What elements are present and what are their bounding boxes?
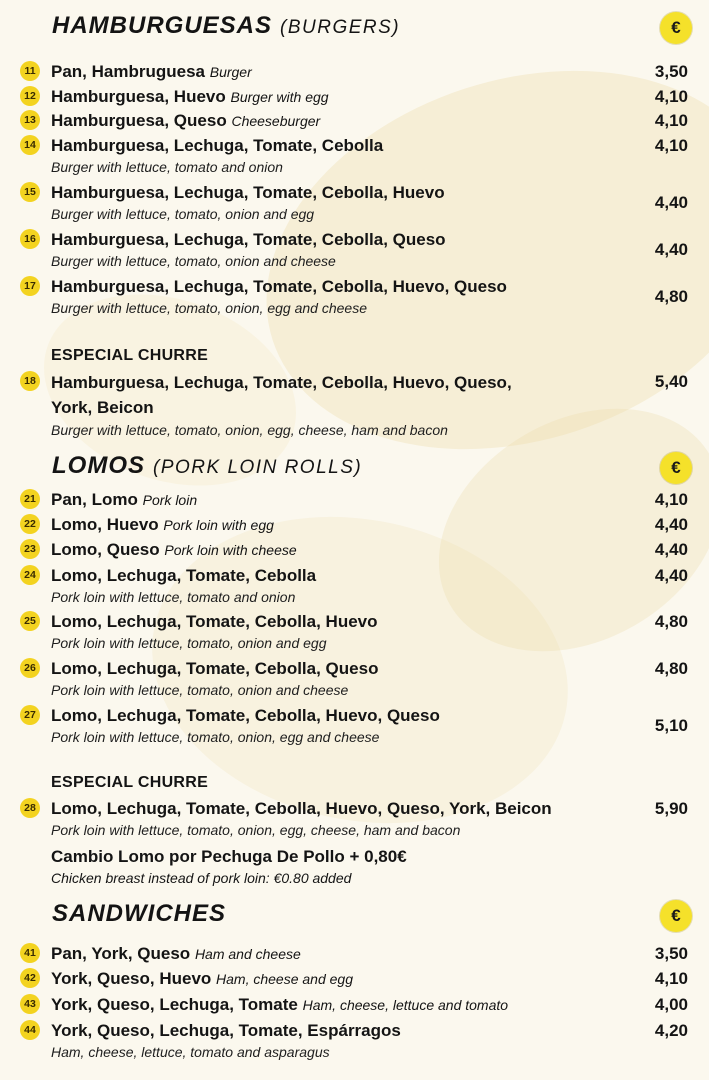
menu-item-43 — [20, 993, 688, 1017]
item-description: Burger with lettuce, tomato, onion, egg, cheese, ham and bacon — [51, 422, 448, 438]
item-description: Burger with lettuce, tomato, onion and egg — [51, 206, 315, 222]
item-price: 4,80 — [654, 287, 688, 306]
item-description: Pork loin with lettuce, tomato, onion, egg and cheese — [51, 729, 380, 745]
note-title: Cambio Lomo por Pechuga De Pollo + 0,80€ — [51, 847, 407, 866]
item-price: 4,40 — [654, 540, 688, 559]
item-english: Pork loin with cheese — [164, 542, 297, 558]
item-description: Burger with lettuce, tomato, onion, egg and cheese — [51, 300, 367, 316]
item-description: Pork loin with lettuce, tomato, onion, egg, cheese, ham and bacon — [51, 822, 461, 838]
item-name: Hamburguesa, Lechuga, Tomate, Cebolla — [51, 136, 384, 155]
menu-item-18 — [20, 370, 688, 440]
item-english: Burger — [209, 64, 252, 80]
euro-icon: € — [660, 12, 692, 44]
item-number-badge: 15 — [20, 182, 40, 202]
item-number-badge: 11 — [20, 61, 40, 81]
item-price: 4,10 — [654, 87, 688, 106]
item-price: 4,40 — [654, 515, 688, 534]
item-price: 4,10 — [654, 969, 688, 988]
item-price: 3,50 — [654, 62, 688, 81]
item-name: Pan, Lomo — [51, 490, 138, 509]
menu-item-28 — [20, 797, 688, 840]
item-name: Hamburguesa, Lechuga, Tomate, Cebolla, Huevo, Queso — [51, 277, 507, 296]
item-english: Ham and cheese — [194, 946, 301, 962]
item-name: York, Queso, Lechuga, Tomate — [51, 995, 298, 1014]
menu-item-21 — [20, 488, 688, 512]
menu-item-17 — [20, 275, 688, 318]
item-number-badge: 27 — [20, 705, 40, 725]
item-number-badge: 21 — [20, 489, 40, 509]
item-number-badge: 24 — [20, 565, 40, 585]
menu-item-42 — [20, 967, 688, 991]
item-english: Pork loin — [142, 492, 198, 508]
item-price: 4,10 — [654, 136, 688, 155]
item-name: Lomo, Queso — [51, 540, 160, 559]
item-english: Ham, cheese and egg — [216, 971, 353, 987]
section-header-lomos — [52, 452, 692, 492]
menu-item-24 — [20, 564, 688, 607]
item-name: Pan, York, Queso — [51, 944, 191, 963]
section-title-main: HAMBURGUESAS — [52, 12, 273, 39]
item-number-badge: 23 — [20, 539, 40, 559]
menu-item-11 — [20, 60, 688, 84]
special-label: ESPECIAL CHURRE — [51, 347, 209, 364]
item-price: 5,40 — [654, 372, 688, 391]
item-number-badge: 12 — [20, 86, 40, 106]
section-title — [52, 12, 400, 40]
special-label: ESPECIAL CHURRE — [51, 774, 209, 791]
menu-item-23 — [20, 538, 688, 562]
item-name: Lomo, Huevo — [51, 515, 159, 534]
section-subtitle: (PORK LOIN ROLLS) — [153, 457, 363, 478]
item-number-badge: 26 — [20, 658, 40, 678]
menu-item-44 — [20, 1019, 688, 1062]
item-name: Hamburguesa, Lechuga, Tomate, Cebolla, Queso — [51, 230, 446, 249]
item-number-badge: 13 — [20, 110, 40, 130]
item-number-badge: 22 — [20, 514, 40, 534]
item-name: Hamburguesa, Huevo — [51, 87, 226, 106]
item-price: 5,90 — [654, 799, 688, 818]
item-name: Lomo, Lechuga, Tomate, Cebolla, Huevo, Queso — [51, 706, 440, 725]
menu-item-22 — [20, 513, 688, 537]
item-name: Hamburguesa, Queso — [51, 111, 227, 130]
section-header-sandwiches — [52, 900, 692, 940]
item-description: Pork loin with lettuce, tomato and onion — [51, 589, 296, 605]
item-price: 4,40 — [654, 566, 688, 585]
item-price: 4,80 — [654, 659, 688, 678]
section-title-main: SANDWICHES — [52, 900, 227, 927]
item-price: 5,10 — [654, 716, 688, 735]
menu-item-12 — [20, 85, 688, 109]
item-price: 4,80 — [654, 612, 688, 631]
item-number-badge: 17 — [20, 276, 40, 296]
item-price: 3,50 — [654, 944, 688, 963]
item-price: 4,10 — [654, 111, 688, 130]
item-name: Lomo, Lechuga, Tomate, Cebolla — [51, 566, 317, 585]
item-number-badge: 14 — [20, 135, 40, 155]
item-name: Pan, Hambruguesa — [51, 62, 205, 81]
menu-item-41 — [20, 942, 688, 966]
item-name: Hamburguesa, Lechuga, Tomate, Cebolla, Huevo, Queso, York, Beicon — [51, 373, 512, 417]
menu-item-27 — [20, 704, 688, 747]
note-description: Chicken breast instead of pork loin: €0.80 added — [51, 870, 352, 886]
section-title — [52, 900, 226, 928]
item-english: Burger with egg — [230, 89, 329, 105]
item-number-badge: 16 — [20, 229, 40, 249]
item-price: 4,40 — [654, 193, 688, 212]
menu-item-13 — [20, 109, 688, 133]
euro-icon: € — [660, 452, 692, 484]
euro-icon: € — [660, 900, 692, 932]
item-price: 4,20 — [654, 1021, 688, 1040]
menu-item-16 — [20, 228, 688, 271]
item-number-badge: 25 — [20, 611, 40, 631]
item-description: Pork loin with lettuce, tomato, onion and egg — [51, 635, 327, 651]
item-number-badge: 44 — [20, 1020, 40, 1040]
item-number-badge: 43 — [20, 994, 40, 1014]
item-number-badge: 42 — [20, 968, 40, 988]
menu-item-26 — [20, 657, 688, 700]
item-number-badge: 41 — [20, 943, 40, 963]
section-title — [52, 452, 362, 480]
menu-item-14 — [20, 134, 688, 177]
item-name: Lomo, Lechuga, Tomate, Cebolla, Huevo, Queso, York, Beicon — [51, 799, 552, 818]
section-title-main: LOMOS — [52, 452, 145, 479]
item-english: Pork loin with egg — [163, 517, 274, 533]
menu-item-15 — [20, 181, 688, 224]
item-number-badge: 28 — [20, 798, 40, 818]
item-name: Lomo, Lechuga, Tomate, Cebolla, Queso — [51, 659, 379, 678]
item-english: Ham, cheese, lettuce and tomato — [302, 997, 509, 1013]
item-name: York, Queso, Huevo — [51, 969, 212, 988]
section-subtitle: (BURGERS) — [280, 17, 401, 38]
item-price: 4,10 — [654, 490, 688, 509]
item-name: Lomo, Lechuga, Tomate, Cebolla, Huevo — [51, 612, 378, 631]
chicken-substitution-note — [51, 845, 407, 888]
item-price: 4,00 — [654, 995, 688, 1014]
item-price: 4,40 — [654, 240, 688, 259]
menu-item-25 — [20, 610, 688, 653]
item-description: Pork loin with lettuce, tomato, onion and cheese — [51, 682, 349, 698]
item-description: Burger with lettuce, tomato, onion and cheese — [51, 253, 336, 269]
item-name: York, Queso, Lechuga, Tomate, Espárragos — [51, 1021, 401, 1040]
item-description: Burger with lettuce, tomato and onion — [51, 159, 283, 175]
item-name: Hamburguesa, Lechuga, Tomate, Cebolla, Huevo — [51, 183, 445, 202]
item-description: Ham, cheese, lettuce, tomato and asparagus — [51, 1044, 330, 1060]
section-header-hamburguesas — [52, 12, 692, 52]
item-number-badge: 18 — [20, 371, 40, 391]
item-english: Cheeseburger — [231, 113, 321, 129]
